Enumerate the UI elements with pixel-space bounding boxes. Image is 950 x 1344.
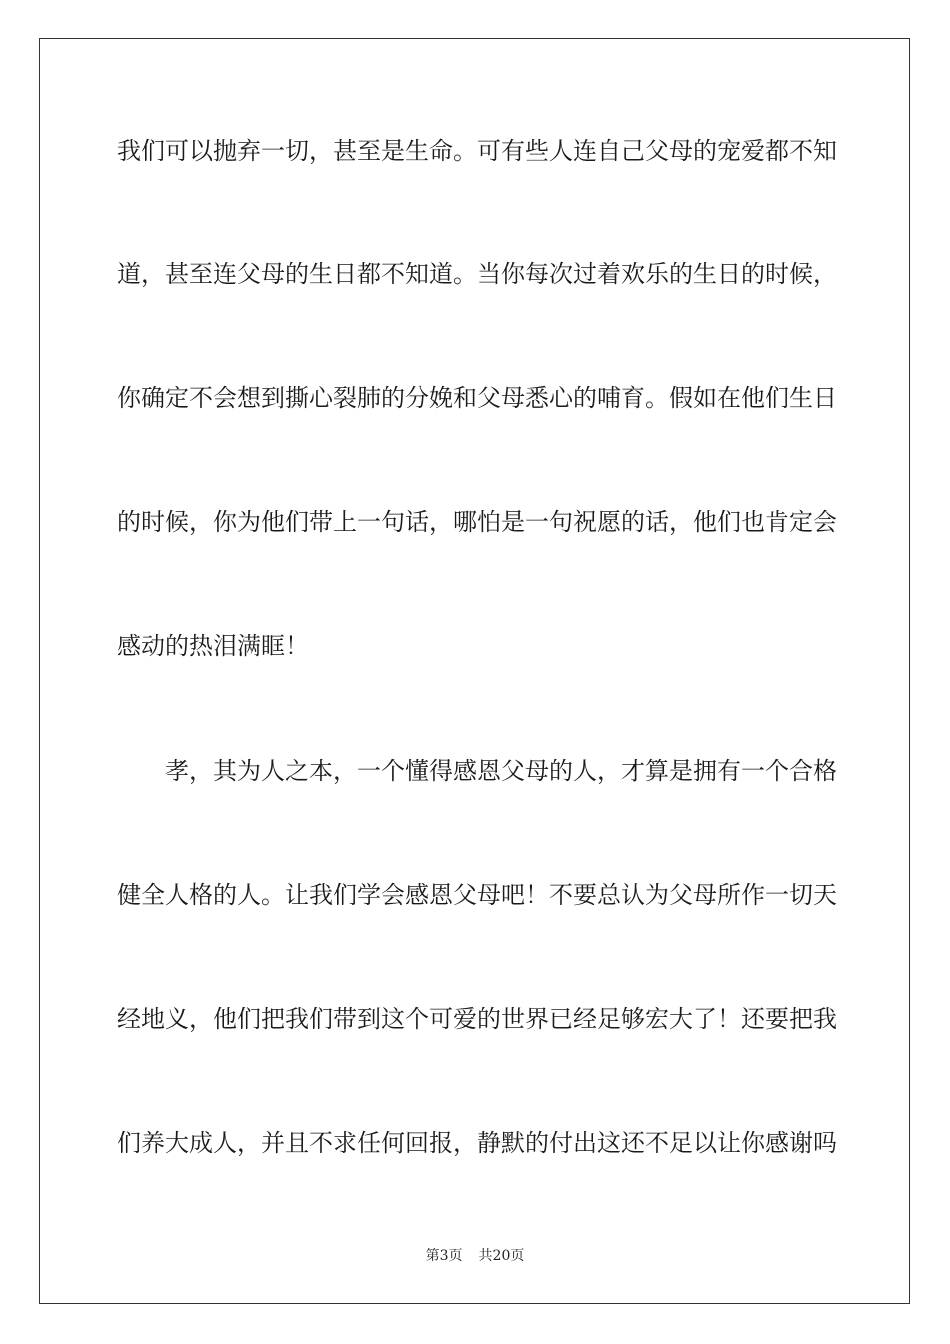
page-border [39, 38, 910, 1304]
page-footer [0, 1247, 950, 1265]
total-pages: 共20页 [478, 1248, 525, 1264]
text-line: 孝，其为人之本，一个懂得感恩父母的人，才算是拥有一个合格 [165, 757, 837, 785]
text-line: 的时候，你为他们带上一句话，哪怕是一句祝愿的话，他们也肯定会 [117, 508, 837, 536]
text-line: 感动的热泪满眶！ [117, 632, 309, 660]
text-line: 我们可以抛弃一切，甚至是生命。可有些人连自己父母的宠爱都不知 [117, 137, 837, 165]
text-line: 道，甚至连父母的生日都不知道。当你每次过着欢乐的生日的时候， [117, 260, 837, 288]
page-number: 第3页 [425, 1248, 463, 1264]
text-line: 们养大成人，并且不求任何回报，静默的付出这还不足以让你感谢吗 [117, 1129, 837, 1157]
text-line: 经地义，他们把我们带到这个可爱的世界已经足够宏大了！还要把我 [117, 1005, 837, 1033]
text-line: 你确定不会想到撕心裂肺的分娩和父母悉心的哺育。假如在他们生日 [117, 384, 837, 412]
text-line: 健全人格的人。让我们学会感恩父母吧！不要总认为父母所作一切天 [117, 881, 837, 909]
